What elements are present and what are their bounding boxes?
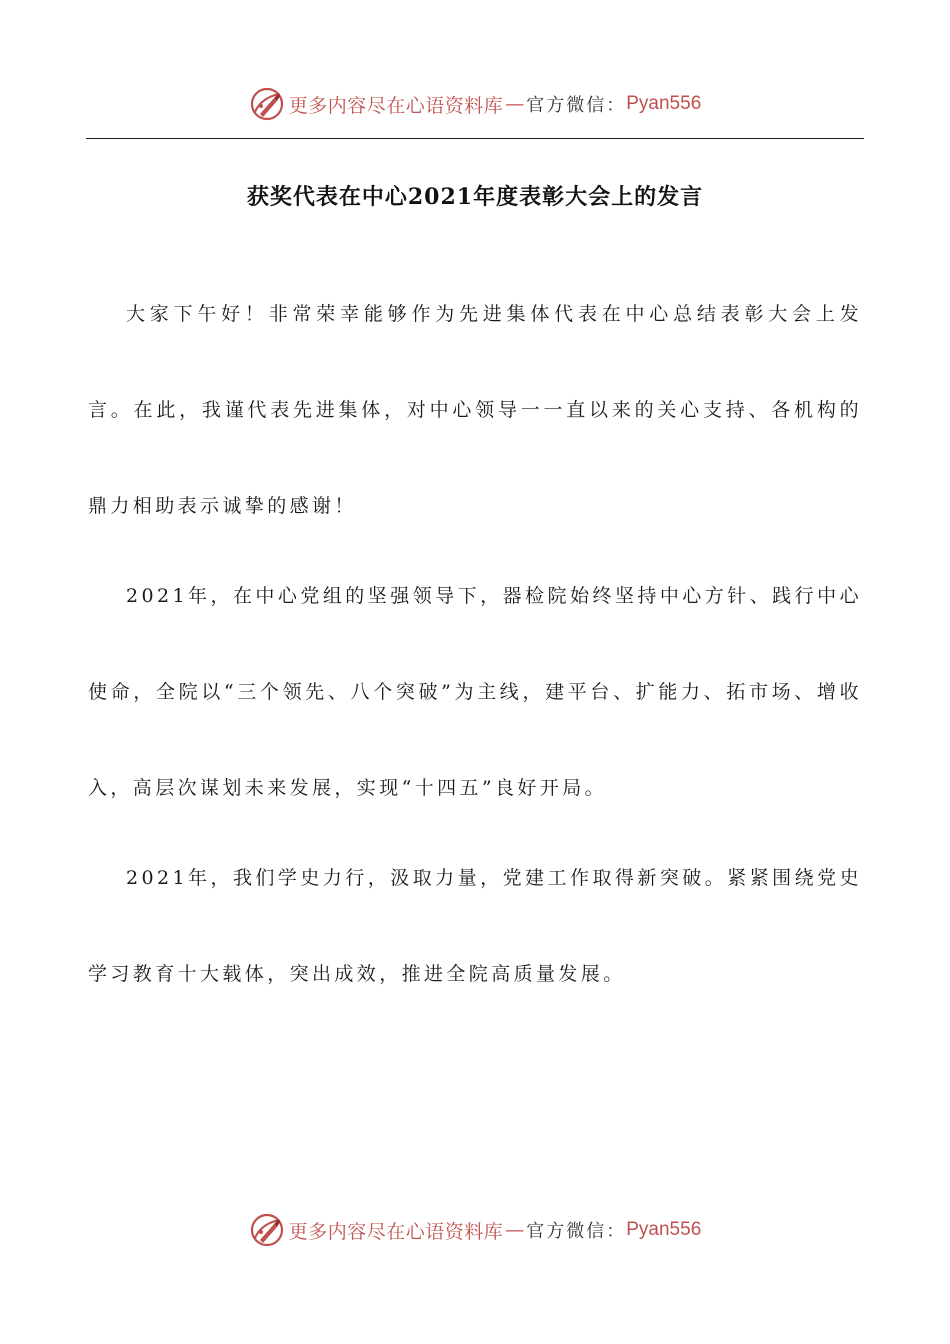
wechat-id: Pyan556 [626, 1219, 702, 1240]
wechat-id: Pyan556 [626, 93, 702, 114]
footer-banner [0, 1210, 950, 1250]
document-title: 获奖代表在中心2021年度表彰大会上的发言 [246, 184, 704, 210]
banner-dash: — [505, 93, 525, 115]
paragraph-2: 2021年，在中心党组的坚强领导下，器检院始终坚持中心方针、践行中心使命，全院以“三个领先、八个突破”为主线，建平台、扩能力、拓市场、增收入，高层次谋划未来发展，实现“十四五”良好开局。 [88, 585, 862, 799]
header-banner [0, 84, 950, 124]
wechat-label: 官方微信： [526, 1221, 627, 1242]
brand-text: 更多内容尽在心语资料库 [288, 1220, 504, 1243]
paragraph-3: 2021年，我们学史力行，汲取力量，党建工作取得新突破。紧紧围绕党史学习教育十大载体，突出成效，推进全院高质量发展。 [88, 867, 862, 985]
header-divider [86, 138, 864, 139]
paragraph-1: 大家下午好！非常荣幸能够作为先进集体代表在中心总结表彰大会上发言。在此，我谨代表先进集体，对中心领导一一直以来的关心支持、各机构的鼎力相助表示诚挚的感谢！ [88, 303, 862, 517]
document-body [88, 266, 862, 1022]
pen-nib-logo-icon [249, 1212, 285, 1248]
wechat-label: 官方微信： [526, 95, 627, 116]
banner-dash: — [505, 1219, 525, 1241]
pen-nib-logo-icon [249, 86, 285, 122]
brand-text: 更多内容尽在心语资料库 [288, 94, 504, 117]
